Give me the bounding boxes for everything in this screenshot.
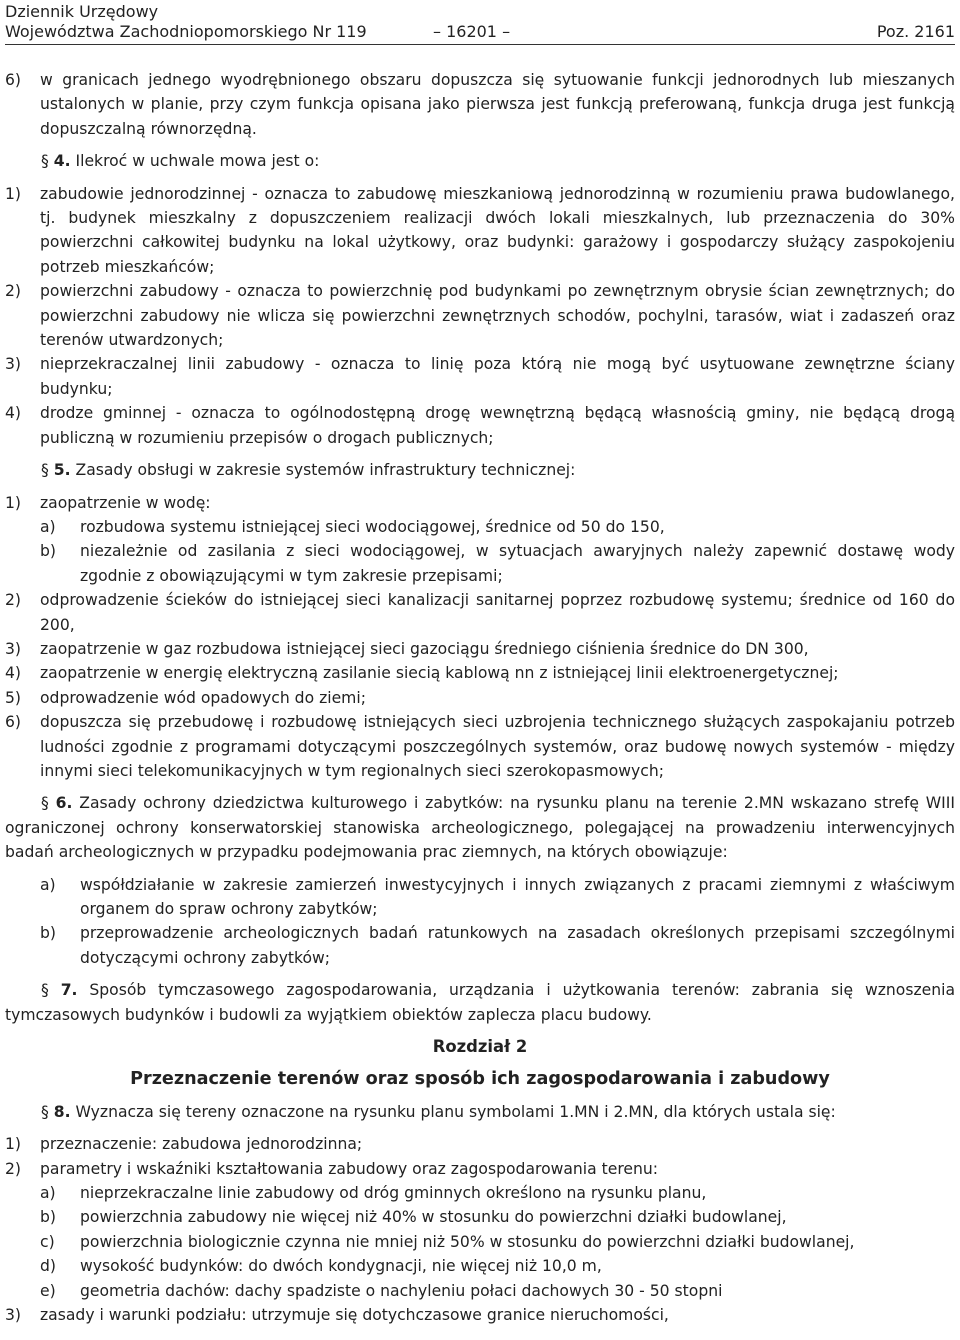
section-4-list bbox=[5, 182, 955, 450]
journal-title: Dziennik Urzędowy bbox=[5, 2, 159, 21]
chapter-title: Przeznaczenie terenów oraz sposób ich zagospodarowania i zabudowy bbox=[130, 1069, 830, 1090]
list-item: 2) parametry i wskaźniki kształtowania zabudowy oraz zagospodarowania terenu: bbox=[5, 1159, 659, 1178]
list-item: 3) nieprzekraczalnej linii zabudowy - oznacza to linię poza którą nie mogą być usytuowane zewnętrzne ściany budynku; bbox=[5, 355, 955, 398]
sub-item: b) powierzchnia zabudowy nie więcej niż 40% w stosunku do powierzchni działki budowlanej, bbox=[40, 1208, 787, 1227]
section-8-list bbox=[5, 1132, 955, 1327]
journal-subtitle: Województwa Zachodniopomorskiego Nr 119 bbox=[5, 22, 367, 41]
journal-page-number: – 16201 – bbox=[433, 22, 511, 41]
list-item: 1) zabudowie jednorodzinnej - oznacza to zabudowę mieszkaniową jednorodzinną w rozumieniu prawa budowlanego, tj. budynek mieszkalny z dopuszczeniem realizacji dwóch lokali mieszkalnych, lub przeznaczenia do 30% powierzchni całkowitej budynku na lokal użytkowy, oraz budynki: garażowy i gospodarczy służący zaspokojeniu potrzeb mieszkańców; bbox=[5, 184, 955, 276]
list-item: 6) w granicach jednego wyodrębnionego obszaru dopuszcza się sytuowanie funkcji jednorodnych lub mieszanych ustalonych w planie, przy czym funkcja opisana jako pierwsza jest funkcją preferowaną, funkcja druga jest funkcją dopuszczalną równorzędną. bbox=[5, 71, 955, 138]
list-item: 4) drodze gminnej - oznacza to ogólnodostępną drogę wewnętrzną będącą własnością gminy, nie będącą drogą publiczną w rozumieniu przepisów o drogach publicznych; bbox=[5, 404, 955, 447]
chapter-number: Rozdział 2 bbox=[432, 1037, 528, 1057]
section-7-paragraph: § 7. Sposób tymczasowego zagospodarowania, urządzania i użytkowania terenów: zabrania się wznoszenia tymczasowych budynków i budowli za wyjątkiem obiektów zaplecza placu budowy. bbox=[5, 981, 955, 1024]
sub-item: b) przeprowadzenie archeologicznych badań ratunkowych na zasadach określonych przepisami szczególnymi dotyczącymi ochrony zabytków; bbox=[40, 924, 955, 967]
list-item: 1) zaopatrzenie w wodę: bbox=[5, 493, 211, 512]
section-6-paragraph: § 6. Zasady ochrony dziedzictwa kulturowego i zabytków: na rysunku planu na terenie 2.MN wskazano strefę WIII ograniczonej ochrony konserwatorskiej stanowiska archeologicznego, polegającej na prowadzeniu interwencyjnych badań archeologicznych w przypadku podejmowania prac ziemnych, na których obowiązuje: bbox=[5, 794, 955, 862]
page-header bbox=[5, 0, 955, 45]
sub-item: e) geometria dachów: dachy spadziste o nachyleniu połaci dachowych 30 - 50 stopni bbox=[40, 1281, 723, 1300]
list-item: 2) odprowadzenie ścieków do istniejącej sieci kanalizacji sanitarnej poprzez rozbudowę systemu; średnice od 160 do 200, bbox=[5, 591, 955, 634]
section-5-list bbox=[5, 491, 955, 784]
sub-item: a) współdziałanie w zakresie zamierzeń inwestycyjnych i innych związanych z pracami ziemnymi z właściwym organem do spraw ochrony zabytków; bbox=[40, 875, 955, 918]
section-8-heading: § 8. Wyznacza się tereny oznaczone na rysunku planu symbolami 1.MN i 2.MN, dla których ustala się: bbox=[41, 1102, 836, 1121]
section-5-heading: § 5. Zasady obsługi w zakresie systemów infrastruktury technicznej: bbox=[41, 461, 576, 480]
list-item: 2) powierzchni zabudowy - oznacza to powierzchnię pod budynkami po zewnętrznym obrysie ścian zewnętrznych; do powierzchni zabudowy nie wlicza się powierzchni zewnętrznych schodów, pochylni, tarasów, wiat i zadaszeń oraz terenów utwardzonych; bbox=[5, 282, 955, 350]
sub-item: d) wysokość budynków: do dwóch kondygnacji, nie więcej niż 10,0 m, bbox=[40, 1257, 602, 1276]
list-item: 4) zaopatrzenie w energię elektryczną zasilanie siecią kablową nn z istniejącej linii elektroenergetycznej; bbox=[5, 664, 839, 683]
sub-item: a) rozbudowa systemu istniejącej sieci wodociągowej, średnice od 50 do 150, bbox=[40, 517, 665, 536]
sub-item: a) nieprzekraczalne linie zabudowy od dróg gminnych określono na rysunku planu, bbox=[40, 1184, 707, 1203]
document-body bbox=[5, 68, 955, 1328]
list-item: 1) przeznaczenie: zabudowa jednorodzinna; bbox=[5, 1135, 363, 1154]
list-item: 3) zaopatrzenie w gaz rozbudowa istniejącej sieci gazociągu średniego ciśnienia średnice do DN 300, bbox=[5, 639, 809, 658]
sub-item: c) powierzchnia biologicznie czynna nie mniej niż 50% w stosunku do powierzchni działki budowlanej, bbox=[40, 1232, 855, 1251]
list-item: 5) odprowadzenie wód opadowych do ziemi; bbox=[5, 688, 366, 707]
list-item: 6) dopuszcza się przebudowę i rozbudowę istniejących sieci uzbrojenia technicznego służących zaspokajaniu potrzeb ludności zgodnie z programami dotyczącymi poszczególnych systemów, oraz budowę nowych systemów - między innymi sieci telekomunikacyjnych w tym regionalnych sieci szerokopasmowych; bbox=[5, 713, 955, 780]
sub-item: b) niezależnie od zasilania z sieci wodociągowej, w sytuacjach awaryjnych należy zapewnić dostawę wody zgodnie z obowiązującymi w tym zakresie przepisami; bbox=[40, 542, 955, 585]
list-item: 3) zasady i warunki podziału: utrzymuje się dotychczasowe granice nieruchomości, bbox=[5, 1306, 669, 1325]
section-6-list bbox=[5, 873, 955, 971]
position-number: Poz. 2161 bbox=[876, 22, 955, 41]
section-4-heading: § 4. Ilekroć w uchwale mowa jest o: bbox=[41, 152, 320, 171]
